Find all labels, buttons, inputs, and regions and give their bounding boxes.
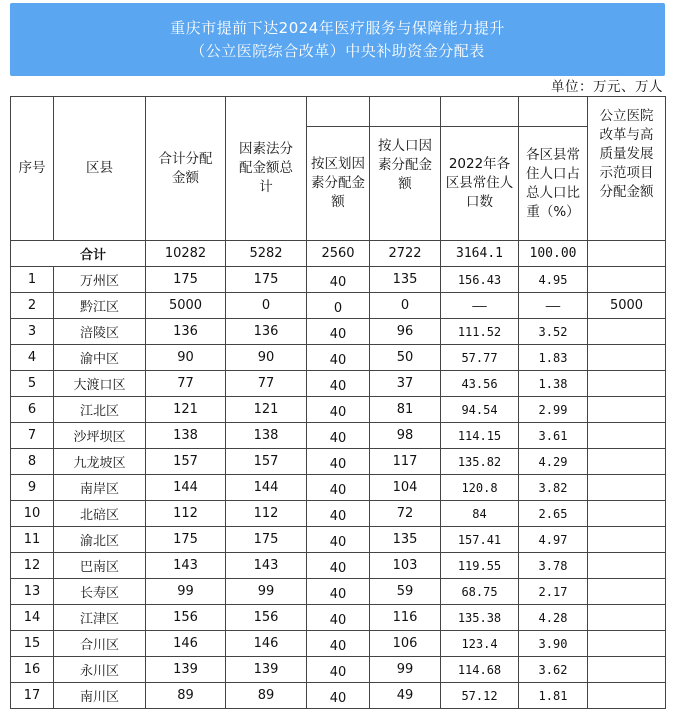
header-spacer-4	[519, 97, 588, 127]
row-seq: 13	[11, 579, 54, 605]
row-by-district: 40	[307, 501, 370, 527]
row-total: 99	[146, 579, 226, 605]
header-pop-2022	[441, 127, 519, 241]
row-by-district: 40	[307, 657, 370, 683]
row-seq: 11	[11, 527, 54, 553]
row-seq: 12	[11, 553, 54, 579]
row-district: 南岸区	[54, 475, 146, 501]
total-by-population: 2722	[370, 241, 441, 267]
row-by-district: 40	[307, 605, 370, 631]
row-by-population: 0	[370, 293, 441, 319]
table-row	[11, 527, 666, 553]
row-by-population: 49	[370, 683, 441, 709]
table-row	[11, 501, 666, 527]
row-hospital	[588, 553, 666, 579]
row-hospital	[588, 345, 666, 371]
header-pop-ratio-text: 各区县常住人口占总人口比重（%）	[526, 146, 580, 220]
row-factor-total: 90	[226, 345, 307, 371]
row-by-district: 40	[307, 475, 370, 501]
row-seq: 3	[11, 319, 54, 345]
row-pop-2022: 57.77	[441, 345, 519, 371]
row-seq: 17	[11, 683, 54, 709]
row-pop-2022: ——	[441, 293, 519, 319]
row-total: 90	[146, 345, 226, 371]
row-total: 146	[146, 631, 226, 657]
table-row	[11, 449, 666, 475]
row-by-population: 135	[370, 527, 441, 553]
row-pop-ratio: 3.52	[519, 319, 588, 345]
header-hospital-text: 公立医院改革与高质量发展示范项目分配金额	[599, 108, 654, 200]
row-pop-2022: 135.82	[441, 449, 519, 475]
row-pop-2022: 57.12	[441, 683, 519, 709]
row-total: 144	[146, 475, 226, 501]
row-total: 175	[146, 267, 226, 293]
row-total: 175	[146, 527, 226, 553]
header-by-district-text: 按区划因素分配金额	[311, 156, 365, 210]
row-factor-total: 112	[226, 501, 307, 527]
row-by-district: 40	[307, 345, 370, 371]
row-pop-2022: 84	[441, 501, 519, 527]
table-row	[11, 423, 666, 449]
row-seq: 4	[11, 345, 54, 371]
header-spacer-3	[441, 97, 519, 127]
row-total: 139	[146, 657, 226, 683]
table-row	[11, 267, 666, 293]
row-district: 巴南区	[54, 553, 146, 579]
row-hospital	[588, 527, 666, 553]
row-total: 112	[146, 501, 226, 527]
row-pop-ratio: 1.81	[519, 683, 588, 709]
row-factor-total: 175	[226, 267, 307, 293]
header-spacer-2	[370, 97, 441, 127]
unit-label: 单位：万元、万人	[551, 79, 663, 95]
row-district: 北碚区	[54, 501, 146, 527]
row-pop-ratio: 2.99	[519, 397, 588, 423]
row-district: 江津区	[54, 605, 146, 631]
table-row	[11, 319, 666, 345]
row-by-population: 50	[370, 345, 441, 371]
row-seq: 16	[11, 657, 54, 683]
row-factor-total: 99	[226, 579, 307, 605]
row-district: 涪陵区	[54, 319, 146, 345]
row-by-district: 0	[307, 293, 370, 319]
row-district: 合川区	[54, 631, 146, 657]
row-total: 138	[146, 423, 226, 449]
row-total: 5000	[146, 293, 226, 319]
row-pop-2022: 156.43	[441, 267, 519, 293]
row-seq: 1	[11, 267, 54, 293]
row-district: 渝北区	[54, 527, 146, 553]
row-pop-ratio: 1.83	[519, 345, 588, 371]
row-by-population: 116	[370, 605, 441, 631]
row-district: 南川区	[54, 683, 146, 709]
total-factor-total: 5282	[226, 241, 307, 267]
row-total: 121	[146, 397, 226, 423]
table-row	[11, 683, 666, 709]
row-factor-total: 121	[226, 397, 307, 423]
row-factor-total: 136	[226, 319, 307, 345]
total-by-district: 2560	[307, 241, 370, 267]
row-by-district: 40	[307, 267, 370, 293]
row-total: 156	[146, 605, 226, 631]
row-by-district: 40	[307, 397, 370, 423]
row-by-population: 37	[370, 371, 441, 397]
row-by-population: 99	[370, 657, 441, 683]
row-by-population: 98	[370, 423, 441, 449]
row-hospital	[588, 631, 666, 657]
row-total: 143	[146, 553, 226, 579]
header-by-district	[307, 127, 370, 241]
row-seq: 10	[11, 501, 54, 527]
row-pop-ratio: 4.29	[519, 449, 588, 475]
row-factor-total: 157	[226, 449, 307, 475]
row-by-population: 103	[370, 553, 441, 579]
row-pop-ratio: 3.82	[519, 475, 588, 501]
row-hospital	[588, 319, 666, 345]
row-district: 沙坪坝区	[54, 423, 146, 449]
row-factor-total: 146	[226, 631, 307, 657]
row-hospital	[588, 579, 666, 605]
row-pop-2022: 157.41	[441, 527, 519, 553]
row-by-district: 40	[307, 449, 370, 475]
header-hospital	[588, 97, 666, 241]
row-seq: 15	[11, 631, 54, 657]
table-row	[11, 631, 666, 657]
row-hospital	[588, 657, 666, 683]
row-hospital: 5000	[588, 293, 666, 319]
header-spacer-1	[307, 97, 370, 127]
row-by-population: 117	[370, 449, 441, 475]
row-hospital	[588, 423, 666, 449]
row-pop-2022: 43.56	[441, 371, 519, 397]
row-hospital	[588, 267, 666, 293]
row-hospital	[588, 371, 666, 397]
row-district: 九龙坡区	[54, 449, 146, 475]
row-factor-total: 139	[226, 657, 307, 683]
row-seq: 2	[11, 293, 54, 319]
row-district: 永川区	[54, 657, 146, 683]
table-row	[11, 371, 666, 397]
row-seq: 6	[11, 397, 54, 423]
total-hospital	[588, 241, 666, 267]
row-pop-2022: 123.4	[441, 631, 519, 657]
row-by-district: 40	[307, 683, 370, 709]
row-seq: 7	[11, 423, 54, 449]
row-factor-total: 77	[226, 371, 307, 397]
title-line-2: （公立医院综合改革）中央补助资金分配表	[190, 41, 485, 60]
row-by-district: 40	[307, 371, 370, 397]
row-district: 大渡口区	[54, 371, 146, 397]
table-row	[11, 475, 666, 501]
row-pop-ratio: 1.38	[519, 371, 588, 397]
row-factor-total: 89	[226, 683, 307, 709]
row-pop-2022: 114.15	[441, 423, 519, 449]
allocation-table	[10, 96, 666, 709]
row-pop-ratio: ——	[519, 293, 588, 319]
title-banner	[10, 3, 665, 76]
row-by-district: 40	[307, 527, 370, 553]
row-by-district: 40	[307, 631, 370, 657]
row-by-district: 40	[307, 553, 370, 579]
row-pop-2022: 119.55	[441, 553, 519, 579]
table-row	[11, 553, 666, 579]
row-factor-total: 138	[226, 423, 307, 449]
row-pop-2022: 94.54	[441, 397, 519, 423]
row-pop-2022: 111.52	[441, 319, 519, 345]
row-hospital	[588, 397, 666, 423]
row-by-population: 59	[370, 579, 441, 605]
table-row	[11, 657, 666, 683]
header-total-text: 合计分配金额	[158, 150, 213, 186]
row-factor-total: 0	[226, 293, 307, 319]
row-pop-2022: 135.38	[441, 605, 519, 631]
row-district: 长寿区	[54, 579, 146, 605]
header-by-population	[370, 127, 441, 241]
total-total: 10282	[146, 241, 226, 267]
row-hospital	[588, 475, 666, 501]
row-pop-2022: 68.75	[441, 579, 519, 605]
table-row	[11, 579, 666, 605]
row-pop-ratio: 4.28	[519, 605, 588, 631]
row-factor-total: 143	[226, 553, 307, 579]
row-pop-ratio: 3.78	[519, 553, 588, 579]
header-factor-total-text: 因素法分配金额总计	[239, 141, 293, 195]
row-by-district: 40	[307, 319, 370, 345]
table-row	[11, 605, 666, 631]
row-pop-ratio: 3.61	[519, 423, 588, 449]
row-by-population: 104	[370, 475, 441, 501]
row-district: 万州区	[54, 267, 146, 293]
row-pop-2022: 120.8	[441, 475, 519, 501]
row-district: 黔江区	[54, 293, 146, 319]
total-pop-2022: 3164.1	[441, 241, 519, 267]
row-district: 江北区	[54, 397, 146, 423]
row-hospital	[588, 501, 666, 527]
title-line-1: 重庆市提前下达2024年医疗服务与保障能力提升	[170, 18, 505, 37]
row-by-population: 106	[370, 631, 441, 657]
header-factor-total	[226, 97, 307, 241]
row-pop-ratio: 2.65	[519, 501, 588, 527]
row-pop-ratio: 4.95	[519, 267, 588, 293]
header-total	[146, 97, 226, 241]
row-by-population: 96	[370, 319, 441, 345]
row-factor-total: 156	[226, 605, 307, 631]
row-by-population: 81	[370, 397, 441, 423]
header-seq: 序号	[11, 97, 54, 241]
total-row	[11, 241, 666, 267]
row-seq: 8	[11, 449, 54, 475]
row-total: 77	[146, 371, 226, 397]
row-pop-ratio: 4.97	[519, 527, 588, 553]
row-pop-ratio: 2.17	[519, 579, 588, 605]
row-total: 89	[146, 683, 226, 709]
row-total: 136	[146, 319, 226, 345]
row-district: 渝中区	[54, 345, 146, 371]
row-by-district: 40	[307, 423, 370, 449]
row-hospital	[588, 683, 666, 709]
row-seq: 5	[11, 371, 54, 397]
row-by-population: 135	[370, 267, 441, 293]
total-pop-ratio: 100.00	[519, 241, 588, 267]
header-pop-ratio	[519, 127, 588, 241]
table-row	[11, 293, 666, 319]
row-factor-total: 175	[226, 527, 307, 553]
table-row	[11, 345, 666, 371]
row-pop-ratio: 3.62	[519, 657, 588, 683]
row-factor-total: 144	[226, 475, 307, 501]
row-total: 157	[146, 449, 226, 475]
row-hospital	[588, 605, 666, 631]
row-seq: 9	[11, 475, 54, 501]
row-pop-ratio: 3.90	[519, 631, 588, 657]
table-body	[11, 241, 666, 709]
row-by-district: 40	[307, 579, 370, 605]
row-seq: 14	[11, 605, 54, 631]
row-by-population: 72	[370, 501, 441, 527]
header-by-population-text: 按人口因素分配金额	[378, 138, 432, 192]
row-pop-2022: 114.68	[441, 657, 519, 683]
row-hospital	[588, 449, 666, 475]
header-district: 区县	[54, 97, 146, 241]
header-pop-2022-text: 2022年各区县常住人口数	[445, 156, 514, 210]
total-label: 合计	[11, 241, 146, 267]
table-row	[11, 397, 666, 423]
